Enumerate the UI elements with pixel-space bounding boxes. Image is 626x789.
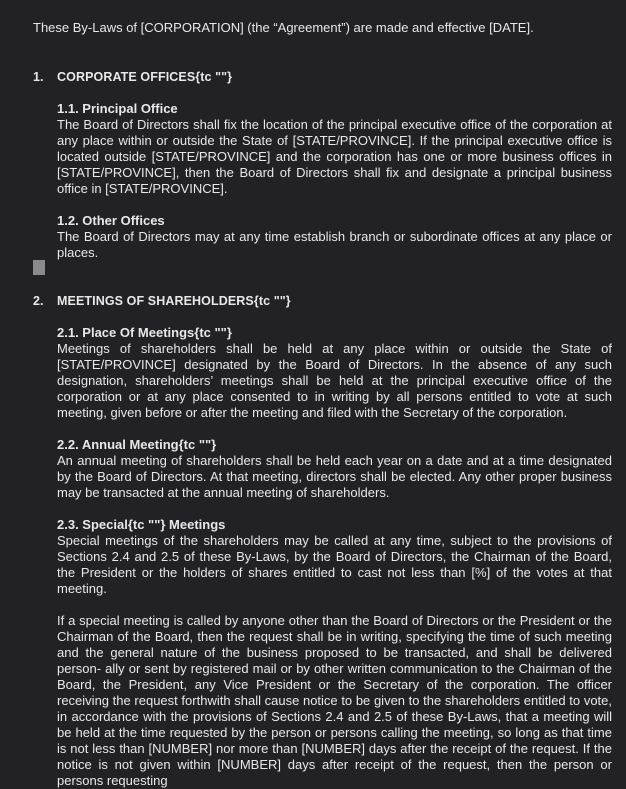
subsection-heading: 2.3. Special{tc ""} Meetings [57,517,226,532]
text-cursor-marker [33,260,45,275]
subsection-body: The Board of Directors may at any time establish branch or subordinate offices at any place or places. [57,229,612,260]
subsection-body: The Board of Directors shall fix the location of the principal executive office of the corporation at any place within or outside the State of [STATE/PROVINCE]. If the principal executive office is located outside [STATE/PROVINCE] and the corporation has one or more business offices in [STATE/PROVINCE], then the Board of Directors shall fix and designate a principal business office in [STATE/PROVINCE]. [57,117,612,196]
intro-paragraph[interactable]: These By-Laws of [CORPORATION] (the “Agreement”) are made and effective [DATE]. [33,20,534,35]
section-number: 1. [33,70,44,84]
section-title: CORPORATE OFFICES{tc ""} [57,70,233,84]
subsection-2-2[interactable] [57,437,612,501]
subsection-body: Meetings of shareholders shall be held at any place within or outside the State of [STATE/PROVINCE] designated by the Board of Directors. In the absence of any such designation, shareholders’ meetings shall be held at the principal executive office of the corporation or at any place consented to in writing by all persons entitled to vote at such meeting, given before or after the meeting and filed with the Secretary of the corporation. [57,341,612,420]
subsection-heading: 1.1. Principal Office [57,101,178,116]
section-title: MEETINGS OF SHAREHOLDERS{tc ""} [57,294,291,308]
subsection-heading: 2.1. Place Of Meetings{tc ""} [57,325,232,340]
subsection-1-1[interactable] [57,101,612,197]
section-number: 2. [33,294,44,308]
subsection-2-3[interactable] [57,517,612,789]
subsection-body: An annual meeting of shareholders shall be held each year on a date and at a time designated by the Board of Directors. At that meeting, directors shall be elected. Any other proper business may be transacted at the annual meeting of shareholders. [57,453,612,500]
subsection-1-2[interactable] [57,213,612,261]
subsection-heading: 1.2. Other Offices [57,213,165,228]
subsection-body-continued: If a special meeting is called by anyone other than the Board of Directors or the President or the Chairman of the Board, then the request shall be in writing, specifying the time of such meeting and the general nature of the business proposed to be transacted, and shall be delivered person- ally or sent by registered mail or by other written communication to the Chairman of the Board, the President, any Vice President or the Secretary of the corporation. The officer receiving the request forthwith shall cause notice to be given to the shareholders entitled to vote, in accordance with the provisions of Sections 2.4 and 2.5 of these By-Laws, that a meeting will be held at the time requested by the person or persons calling the meeting, so long as that time is not less than [NUMBER] nor more than [NUMBER] days after the receipt of the request. If the notice is not given within [NUMBER] days after receipt of the request, then the person or persons requesting [57,613,612,788]
section-2-heading[interactable] [33,293,291,309]
subsection-2-1[interactable] [57,325,612,421]
subsection-heading: 2.2. Annual Meeting{tc ""} [57,437,217,452]
section-1-heading[interactable] [33,69,232,85]
subsection-body: Special meetings of the shareholders may be called at any time, subject to the provisions of Sections 2.4 and 2.5 of these By-Laws, by the Board of Directors, the Chairman of the Board, the President or the holders of shares entitled to cast not less than [%] of the votes at that meeting. [57,533,612,596]
